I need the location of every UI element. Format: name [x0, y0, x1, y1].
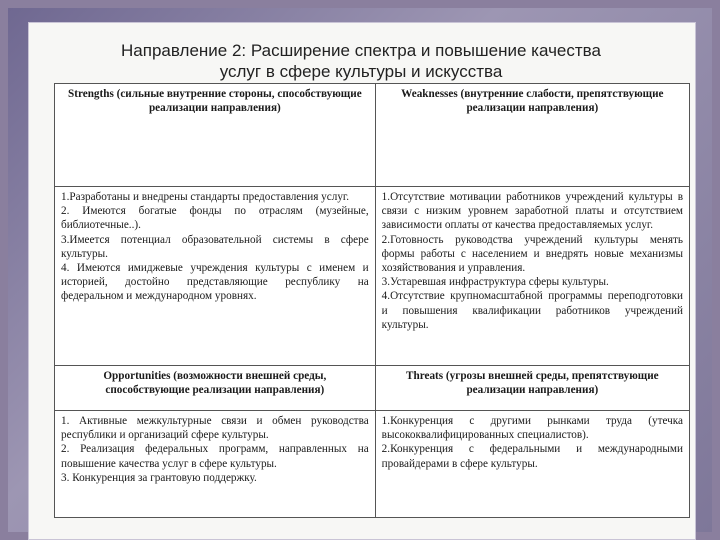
title-line-1: Направление 2: Расширение спектра и повышение качества: [121, 41, 601, 60]
threats-heading: Threats (угрозы внешней среды, препятствующие реализации направления): [375, 366, 689, 411]
list-item: 1.Разработаны и внедрены стандарты предоставления услуг.: [61, 191, 350, 203]
list-item: 2. Реализация федеральных программ, направленных на повышение качества услуг в сфере культуры.: [61, 443, 369, 470]
weaknesses-list: [375, 187, 689, 366]
list-item: 3.Устаревшая инфраструктура сферы культуры.: [381, 276, 609, 289]
list-item: 4.Отсутствие крупномасштабной программы переподготовки и повышения квалификации работников учреждений культуры.: [381, 290, 683, 331]
list-item: 3.Имеется потенциал образовательной системы в сфере культуры.: [61, 233, 369, 260]
list-item: 2.Готовность руководства учреждений культуры менять формы работы с населением и внедрять новые механизмы хозяйствования и управления.: [381, 233, 683, 275]
opportunities-list: [55, 411, 376, 518]
title-line-2: услуг в сфере культуры и искусства: [219, 62, 503, 81]
list-item: 1.Конкуренция с другими рынками труда (утечка высококвалифицированных специалистов).: [381, 415, 683, 442]
strengths-heading: Strengths (сильные внутренние стороны, способствующие реализации направления): [55, 84, 376, 187]
list-item: 2.Конкуренция с федеральными и международными провайдерами в сфере культуры.: [381, 443, 683, 470]
swot-table: [54, 83, 690, 518]
weaknesses-heading: Weaknesses (внутренние слабости, препятствующие реализации направления): [375, 84, 689, 187]
threats-list: [375, 411, 689, 518]
list-item: 1. Активные межкультурные связи и обмен руководства республики и организаций сфере культуры.: [61, 415, 369, 442]
list-item: 3. Конкуренция за грантовую поддержку.: [61, 471, 257, 484]
list-item: 1.Отсутствие мотивации работников учреждений культуры в связи с низким уровнем заработной платы и отсутствием зависимости оплаты от качества предоставляемых услуг.: [381, 191, 683, 232]
slide-title: [36, 40, 686, 84]
list-item: 4. Имеются имиджевые учреждения культуры с именем и историей, достойно представляющие республику на федеральном и международном уровнях.: [61, 262, 369, 303]
opportunities-heading: Opportunities (возможности внешней среды, способствующие реализации направления): [55, 366, 376, 411]
list-item: 2. Имеются богатые фонды по отраслям (музейные, библиотечные..).: [61, 205, 369, 232]
strengths-list: [55, 187, 376, 366]
